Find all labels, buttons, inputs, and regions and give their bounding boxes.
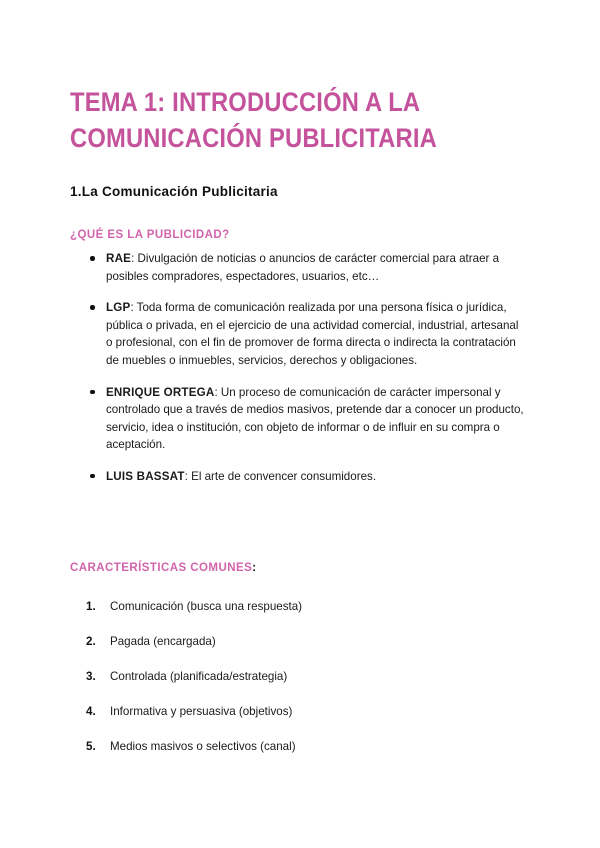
definition-text: : Un proceso de comunicación de carácter impersonal y controlado que a través de medios masivos, pretende dar a conocer un producto, servicio, idea o institución, con objeto de informar o de influir en su compra o aceptación.: [106, 385, 524, 452]
characteristics-list: [86, 598, 506, 773]
list-item: [86, 633, 506, 650]
subheading-que-es-la-publicidad: ¿QUÉ ES LA PUBLICIDAD?: [70, 228, 230, 241]
list-item: [88, 384, 528, 454]
list-item: [86, 668, 506, 685]
list-item-number: 4.: [86, 705, 96, 718]
subheading-caracteristicas-comunes: [70, 562, 257, 574]
list-item: [88, 299, 528, 369]
list-item: [88, 468, 528, 486]
list-item-number: 2.: [86, 635, 96, 648]
list-item-label: Informativa y persuasiva (objetivos): [110, 705, 293, 718]
definitions-list: [88, 250, 528, 500]
list-item: [86, 738, 506, 755]
section-heading: 1.La Comunicación Publicitaria: [70, 184, 278, 200]
list-item-number: 5.: [86, 740, 96, 753]
list-item-number: 3.: [86, 670, 96, 683]
list-item: [86, 703, 506, 720]
definition-term: LGP: [106, 301, 131, 315]
page-title: TEMA 1: INTRODUCCIÓN A LA COMUNICACIÓN PUBLICITARIA: [70, 87, 437, 154]
subheading-colon: :: [252, 561, 257, 574]
definition-text: : Toda forma de comunicación realizada por una persona física o jurídica, pública o privada, en el ejercicio de una actividad comercial, industrial, artesanal o profesional, con el fin de promover de forma directa o indirecta la contratación de muebles o inmuebles, servicios, derechos y obligaciones.: [106, 301, 519, 367]
definition-term: ENRIQUE ORTEGA: [106, 385, 215, 399]
list-item-label: Controlada (planificada/estrategia): [110, 670, 288, 683]
list-item-label: Medios masivos o selectivos (canal): [110, 740, 296, 753]
definition-term: RAE: [106, 252, 132, 265]
list-item: [88, 250, 528, 285]
list-item: [86, 598, 506, 615]
definition-text: : Divulgación de noticias o anuncios de carácter comercial para atraer a posibles compradores, espectadores, usuarios, etc…: [106, 252, 500, 283]
subheading-text: CARACTERÍSTICAS COMUNES: [70, 561, 253, 574]
list-item-label: Comunicación (busca una respuesta): [110, 600, 303, 613]
definition-text: : El arte de convencer consumidores.: [184, 469, 377, 483]
list-item-number: 1.: [86, 600, 96, 613]
definition-term: LUIS BASSAT: [106, 469, 185, 483]
list-item-label: Pagada (encargada): [110, 635, 216, 648]
